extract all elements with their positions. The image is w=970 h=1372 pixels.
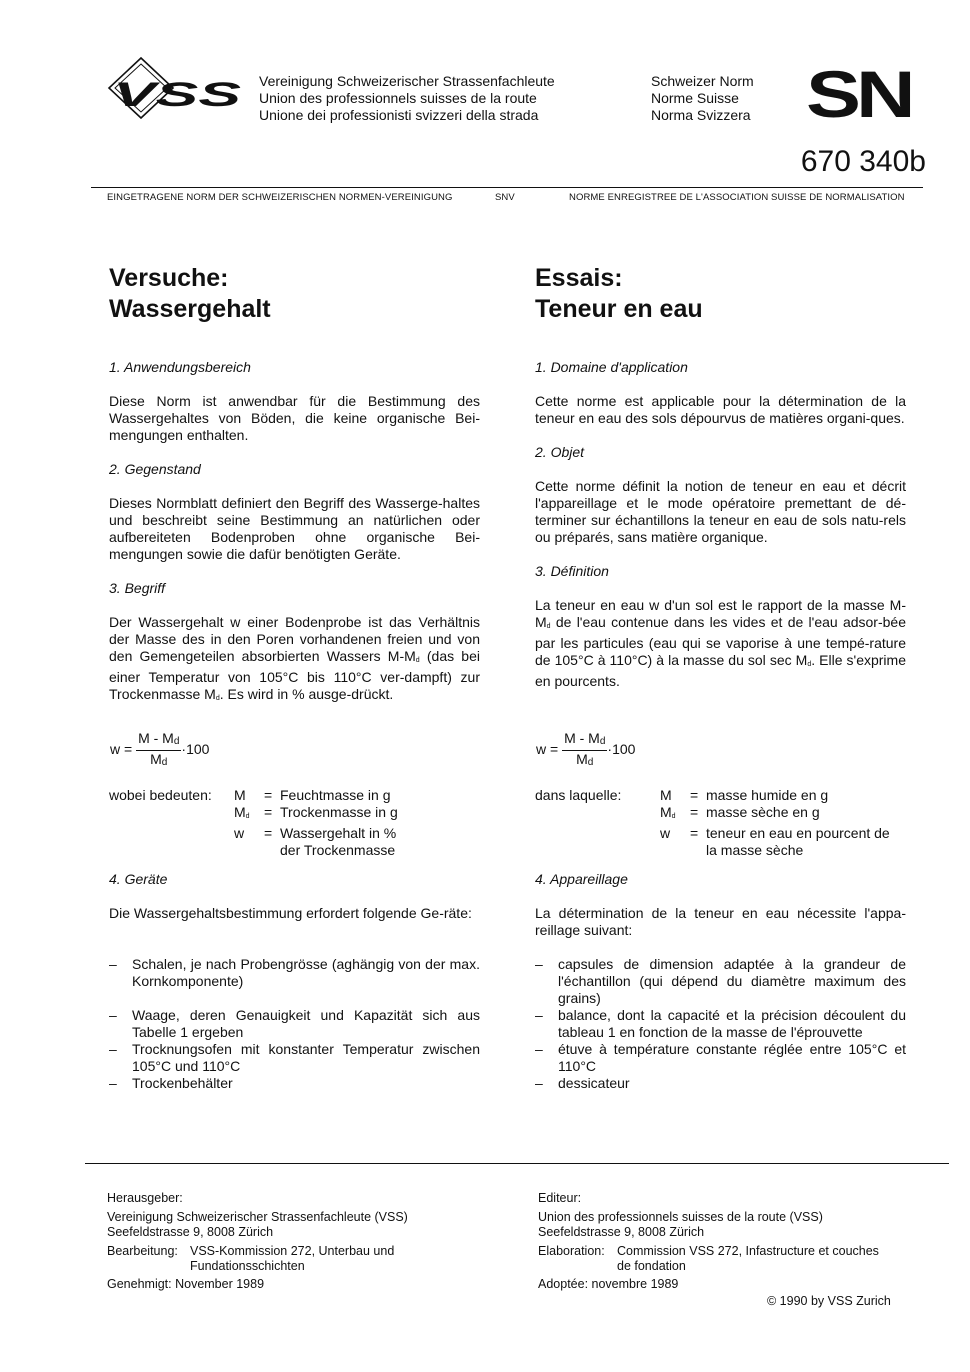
formula-fraction xyxy=(136,730,181,771)
editing-de xyxy=(107,1244,408,1274)
publisher-label-fr: Editeur: xyxy=(538,1191,582,1205)
french-formula xyxy=(536,730,635,771)
formula-denominator: $M_d$ xyxy=(150,751,168,768)
german-title-line1: Versuche: xyxy=(109,264,229,292)
list-item: – Schalen, je nach Probengrösse (aghängig von der max. Kornkomponente) xyxy=(109,956,480,989)
association-de: Vereinigung Schweizerischer Strassenfachleute xyxy=(259,73,555,89)
formula-factor: 100 xyxy=(612,741,636,758)
formula-numerator: M - $M_d$ xyxy=(562,730,607,751)
french-title-line1: Essais: xyxy=(535,264,623,292)
header-rule xyxy=(91,187,923,188)
editing-fr-line2: de fondation xyxy=(617,1259,686,1273)
editing-de-line2: Fundationsschichten xyxy=(190,1259,305,1273)
french-title xyxy=(535,263,906,325)
formula-factor: 100 xyxy=(186,741,210,758)
norm-number: 670 340b xyxy=(800,145,926,178)
list-item: – balance, dont la capacité et la précision découlent du tableau 1 en fonction de la masse de l'éprouvette xyxy=(535,1007,906,1040)
french-section-2-text: Cette norme définit la notion de teneur en eau et décrit l'appareillage et le mode opératoire premettant de dé-terminer sur échantillons la teneur en eau de sols natu-rels ou préparés, sans matière organique. xyxy=(535,478,906,545)
snv-label: SNV xyxy=(495,192,515,203)
association-it: Unione dei professionisti svizzeri della strada xyxy=(259,107,539,123)
subscript-d: d xyxy=(415,657,420,664)
formula-denominator: $M_d$ xyxy=(576,751,594,768)
french-section-2-title: 2. Objet xyxy=(535,444,585,460)
publisher-fr-line2: Seefeldstrasse 9, 8008 Zürich xyxy=(538,1225,705,1239)
list-item: – dessicateur xyxy=(535,1075,630,1091)
french-column xyxy=(535,263,906,690)
editing-fr-line1: Commission VSS 272, Infastructure et couches xyxy=(617,1244,879,1258)
french-equipment-list xyxy=(535,956,906,1092)
formula-times: · xyxy=(181,741,187,758)
formula-lhs: w = xyxy=(110,741,133,758)
norm-label xyxy=(651,73,754,124)
german-section-2-title: 2. Gegenstand xyxy=(109,461,201,477)
editing-label-de: Bearbeitung: xyxy=(107,1244,178,1258)
list-item: – Waage, deren Genauigkeit und Kapazität sich aus Tabelle 1 ergeben xyxy=(109,1007,480,1040)
german-title-line2: Wassergehalt xyxy=(109,295,271,323)
french-definition-part-b: de l'eau contenue dans les vides et de l'eau adsor-bée par les particules (eau qui se vaporise à une tempé-rature de 105°C à 110°C) à la masse du sol sec M xyxy=(535,614,906,668)
vss-logo-graphic xyxy=(103,56,243,120)
association-names xyxy=(259,73,555,124)
german-section-3-title: 3. Begriff xyxy=(109,580,166,596)
definition-row: $M_d$ = Trockenmasse in g xyxy=(234,804,398,820)
french-section-4-text: La détermination de la teneur en eau nécessite l'appa-reillage suivant: xyxy=(535,905,906,938)
footer-rule xyxy=(85,1163,949,1164)
copyright: © 1990 by VSS Zurich xyxy=(767,1294,891,1308)
french-section-3-text xyxy=(535,597,906,690)
list-item: – capsules de dimension adaptée à la grandeur de l'échantillon (qui dépend du diamètre maximum des grains) xyxy=(535,956,906,1006)
editing-fr xyxy=(538,1244,879,1274)
definition-row: der Trockenmasse xyxy=(280,842,396,858)
french-section-1-title: 1. Domaine d'application xyxy=(535,359,688,375)
french-column-lower xyxy=(535,871,906,939)
publisher-label-de: Herausgeber: xyxy=(107,1191,183,1205)
german-section-2-text: Dieses Normblatt definiert den Begriff des Wasserge-haltes und beschreibt seine Bestimmung an natürlichen oder aufbereiteten Bodenproben ohne organische Bei-mengungen sowie die dafür benötigten Geräte. xyxy=(109,495,480,562)
german-section-1-title: 1. Anwendungsbereich xyxy=(109,359,251,375)
publisher-de-line2: Seefeldstrasse 9, 8008 Zürich xyxy=(107,1225,274,1239)
norm-label-it: Norma Svizzera xyxy=(651,107,751,123)
editing-label-fr: Elaboration: xyxy=(538,1244,605,1258)
german-equipment-list xyxy=(109,956,480,1092)
german-definition-part-a: Der Wassergehalt w einer Bodenprobe ist das Verhältnis der Masse des in den Poren vorhandenen freien und von den Gemengeteilen absorbierten Wassers M-M xyxy=(109,614,480,664)
definition-row: w = teneur en eau en pourcent de xyxy=(660,825,890,841)
french-section-1-text: Cette norme est applicable pour la détermination de la teneur en eau des sols dépourvus de matières organi-ques. xyxy=(535,393,906,426)
registered-fr: NORME ENREGISTREE DE L'ASSOCIATION SUISSE DE NORMALISATION xyxy=(569,192,905,203)
formula-fraction xyxy=(562,730,607,771)
french-definitions-intro: dans laquelle: xyxy=(535,787,622,803)
approved-de: Genehmigt: November 1989 xyxy=(107,1277,265,1291)
formula-numerator: M - $M_d$ xyxy=(136,730,181,751)
publisher-fr-line1: Union des professionnels suisses de la route (VSS) xyxy=(538,1210,823,1224)
footer-fr xyxy=(538,1191,879,1292)
german-section-1-text: Diese Norm ist anwendbar für die Bestimmung des Wassergehaltes von Böden, die keine organische Bei-mengungen enthalten. xyxy=(109,393,480,443)
vss-logo-text: VSS xyxy=(113,76,242,114)
german-section-3-text xyxy=(109,614,480,707)
footer-de xyxy=(107,1191,408,1292)
association-fr: Union des professionnels suisses de la route xyxy=(259,90,537,106)
approved-fr: Adoptée: novembre 1989 xyxy=(538,1277,679,1291)
formula-times: · xyxy=(607,741,613,758)
norm-label-de: Schweizer Norm xyxy=(651,73,754,89)
definition-row: la masse sèche xyxy=(706,842,804,858)
subscript-d: d xyxy=(807,661,812,668)
german-definitions xyxy=(234,787,398,859)
german-title xyxy=(109,263,480,325)
definition-row: w = Wassergehalt in % xyxy=(234,825,397,841)
german-definitions-intro: wobei bedeuten: xyxy=(109,787,212,803)
german-column xyxy=(109,263,480,707)
registered-de: EINGETRAGENE NORM DER SCHWEIZERISCHEN NORMEN-VEREINIGUNG xyxy=(107,192,453,203)
sn-logo: SN xyxy=(806,57,911,131)
german-column-lower xyxy=(109,871,480,922)
french-section-4-title: 4. Appareillage xyxy=(535,871,628,887)
german-definition-part-c: . Es wird in % ausge-drückt. xyxy=(219,686,394,702)
list-item: – Trocknungsofen mit konstanter Temperatur zwischen 105°C und 110°C xyxy=(109,1041,480,1074)
list-item: – Trockenbehälter xyxy=(109,1075,233,1091)
german-definition-part-b: (das bei einer Temperatur von 105°C bis 110°C ver-dampft) zur Trockenmasse M xyxy=(109,648,480,702)
definition-row: M = Feuchtmasse in g xyxy=(234,787,391,803)
french-definition-part-c: . Elle s'exprime en pourcents. xyxy=(535,652,906,689)
publisher-de-line1: Vereinigung Schweizerischer Strassenfachleute (VSS) xyxy=(107,1210,408,1224)
german-formula xyxy=(110,730,209,771)
formula-lhs: w = xyxy=(536,741,559,758)
subscript-d: d xyxy=(215,695,220,702)
french-definition-part-a: La teneur en eau w d'un sol est le rapport de la masse M-M xyxy=(535,597,906,630)
editing-de-line1: VSS-Kommission 272, Unterbau und xyxy=(190,1244,395,1258)
definition-row: M = masse humide en g xyxy=(660,787,829,803)
french-section-3-title: 3. Définition xyxy=(535,563,609,579)
list-item: – étuve à température constante réglée entre 105°C et 110°C xyxy=(535,1041,906,1074)
german-section-4-title: 4. Geräte xyxy=(109,871,168,887)
norm-label-fr: Norme Suisse xyxy=(651,90,739,106)
vss-logo xyxy=(103,56,243,120)
french-title-line2: Teneur en eau xyxy=(535,295,703,323)
french-definitions xyxy=(660,787,890,859)
subscript-d: d xyxy=(546,623,551,630)
german-section-4-text: Die Wassergehaltsbestimmung erfordert folgende Ge-räte: xyxy=(109,905,472,921)
definition-row: $M_d$ = masse sèche en g xyxy=(660,804,820,820)
